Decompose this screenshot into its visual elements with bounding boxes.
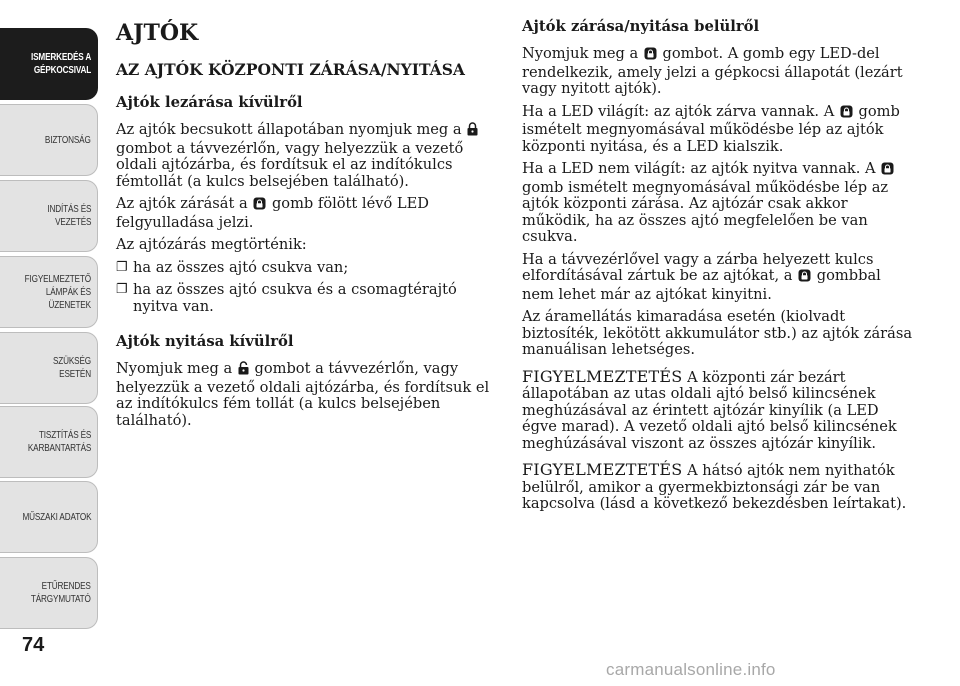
text: gombot a távvezérlőn, vagy helyezzük a vezető oldali ajtózárba, és fordítsuk el az indítókulcs fémtollát (a kulcs belsejében található). bbox=[116, 139, 464, 190]
lock-icon bbox=[840, 105, 853, 123]
tab-label: ISMERKEDÉS A GÉPKOCSIVAL bbox=[30, 51, 91, 76]
section-subtitle: AZ AJTÓK KÖZPONTI ZÁRÁSA/NYITÁSA bbox=[116, 60, 465, 79]
warning-paragraph bbox=[522, 366, 914, 453]
text: gombbal nem lehet már az ajtókat kinyitni. bbox=[522, 267, 881, 303]
text: A hátsó ajtók nem nyithatók belülről, amikor a gyermekbiztonsági zár be van kapcsolva (lásd a következő bekezdésben leírtakat). bbox=[522, 462, 907, 512]
text: Ha a távvezérlővel vagy a zárba helyezett kulcs elfordításával zártuk be az ajtókat, a bbox=[522, 250, 874, 284]
tab-muszaki[interactable] bbox=[0, 481, 98, 553]
warning-label: FIGYELMEZTETÉS bbox=[522, 460, 683, 479]
text: Ha a LED nem világít: az ajtók nyitva vannak. A bbox=[522, 160, 876, 177]
tab-targymutato[interactable] bbox=[0, 557, 98, 629]
page-title: AJTÓK bbox=[116, 20, 199, 46]
tab-label: TISZTÍTÁS ÉS KARBANTARTÁS bbox=[27, 429, 91, 454]
lock-icon bbox=[253, 197, 266, 215]
tab-ismerkedes[interactable] bbox=[0, 28, 98, 100]
tab-label: ETŰRENDES TÁRGYMUTATÓ bbox=[31, 580, 91, 605]
checkbox-bullet-icon: ❐ bbox=[116, 282, 128, 297]
page-number: 74 bbox=[22, 634, 45, 656]
tab-label: MŰSZAKI ADATOK bbox=[22, 510, 91, 523]
tab-label: INDÍTÁS ÉS VEZETÉS bbox=[47, 203, 91, 228]
text: Az ajtók zárását a bbox=[116, 195, 248, 212]
heading-unlocking-outside: Ajtók nyitása kívülről bbox=[116, 333, 294, 350]
paragraph bbox=[522, 46, 914, 98]
text: Az ajtók becsukott állapotában nyomjuk meg a bbox=[116, 121, 462, 138]
heading-locking-outside: Ajtók lezárása kívülről bbox=[116, 94, 303, 111]
paragraph: Az ajtózárás megtörténik: bbox=[116, 236, 307, 253]
paragraph bbox=[116, 361, 494, 429]
text: Nyomjuk meg a bbox=[522, 45, 639, 62]
paragraph bbox=[116, 122, 494, 190]
tab-biztonsag[interactable] bbox=[0, 104, 98, 176]
tab-tisztitas[interactable] bbox=[0, 406, 98, 478]
heading-locking-inside: Ajtók zárása/nyitása belülről bbox=[522, 18, 760, 35]
list-item bbox=[116, 260, 494, 277]
warning-paragraph bbox=[522, 462, 914, 513]
paragraph bbox=[522, 161, 914, 246]
lock-icon bbox=[798, 269, 811, 287]
tab-szukseg[interactable] bbox=[0, 332, 98, 404]
chapter-sidebar bbox=[0, 0, 102, 686]
paragraph: Az áramellátás kimaradása esetén (kiolvadt biztosíték, lekötött akkumulátor stb.) az ajtók zárása manuálisan lehetséges. bbox=[522, 308, 913, 358]
watermark: carmanualsonline.info bbox=[606, 660, 776, 679]
text: Nyomjuk meg a bbox=[116, 360, 233, 377]
text: gombot. A gomb egy LED-del rendelkezik, amely jelzi a gépkocsi állapotát (lezárt vagy nyitott ajtók). bbox=[522, 45, 903, 97]
text: gomb fölött lévő LED felgyulladása jelzi. bbox=[116, 195, 429, 231]
list-item bbox=[116, 282, 494, 315]
lock-icon bbox=[881, 162, 894, 180]
text: gomb ismételt megnyomásával működésbe lép az ajtók központi zárása. Az ajtózár csak akkor működik, ha az összes ajtó megfelelően be van csukva. bbox=[522, 178, 889, 245]
text: A központi zár bezárt állapotában az utas oldali ajtó belső kilincsének meghúzásával az érintett ajtózár kinyílik (a LED égve marad). A vezető oldali ajtó belső kilincsének meghúzásával viszont az összes ajtózár kinyílik. bbox=[522, 368, 897, 452]
paragraph bbox=[116, 196, 494, 231]
left-column bbox=[116, 18, 494, 435]
lock-icon bbox=[644, 47, 657, 65]
tab-label: FIGYELMEZTETŐ LÁMPÁK ÉS ÜZENETEK bbox=[24, 272, 91, 311]
unlock-icon bbox=[238, 361, 249, 380]
warning-label: FIGYELMEZTETÉS bbox=[522, 366, 683, 386]
checkbox-bullet-icon: ❐ bbox=[116, 259, 128, 275]
right-column bbox=[522, 18, 914, 521]
tab-figyelmezteto[interactable] bbox=[0, 256, 98, 328]
tab-inditas[interactable] bbox=[0, 180, 98, 252]
list-item-text: ha az összes ajtó csukva van; bbox=[133, 258, 349, 276]
lock-icon bbox=[467, 122, 478, 141]
paragraph bbox=[522, 252, 914, 304]
tab-label: BIZTONSÁG bbox=[45, 133, 91, 146]
tab-label: SZÜKSÉG ESETÉN bbox=[52, 355, 91, 380]
text: gombot a távvezérlőn, vagy helyezzük a vezető oldali ajtózárba, és fordítsuk el az indítókulcs fém tollát (a kulcs belsejében található). bbox=[116, 360, 490, 429]
paragraph bbox=[522, 104, 914, 156]
list-item-text: ha az összes ajtó csukva és a csomagtérajtó nyitva van. bbox=[133, 281, 457, 315]
text: Ha a LED világít: az ajtók zárva vannak. A bbox=[522, 102, 835, 120]
text: gomb ismételt megnyomásával működésbe lép az ajtók központi nyitása, és a LED kialszik. bbox=[522, 102, 900, 155]
